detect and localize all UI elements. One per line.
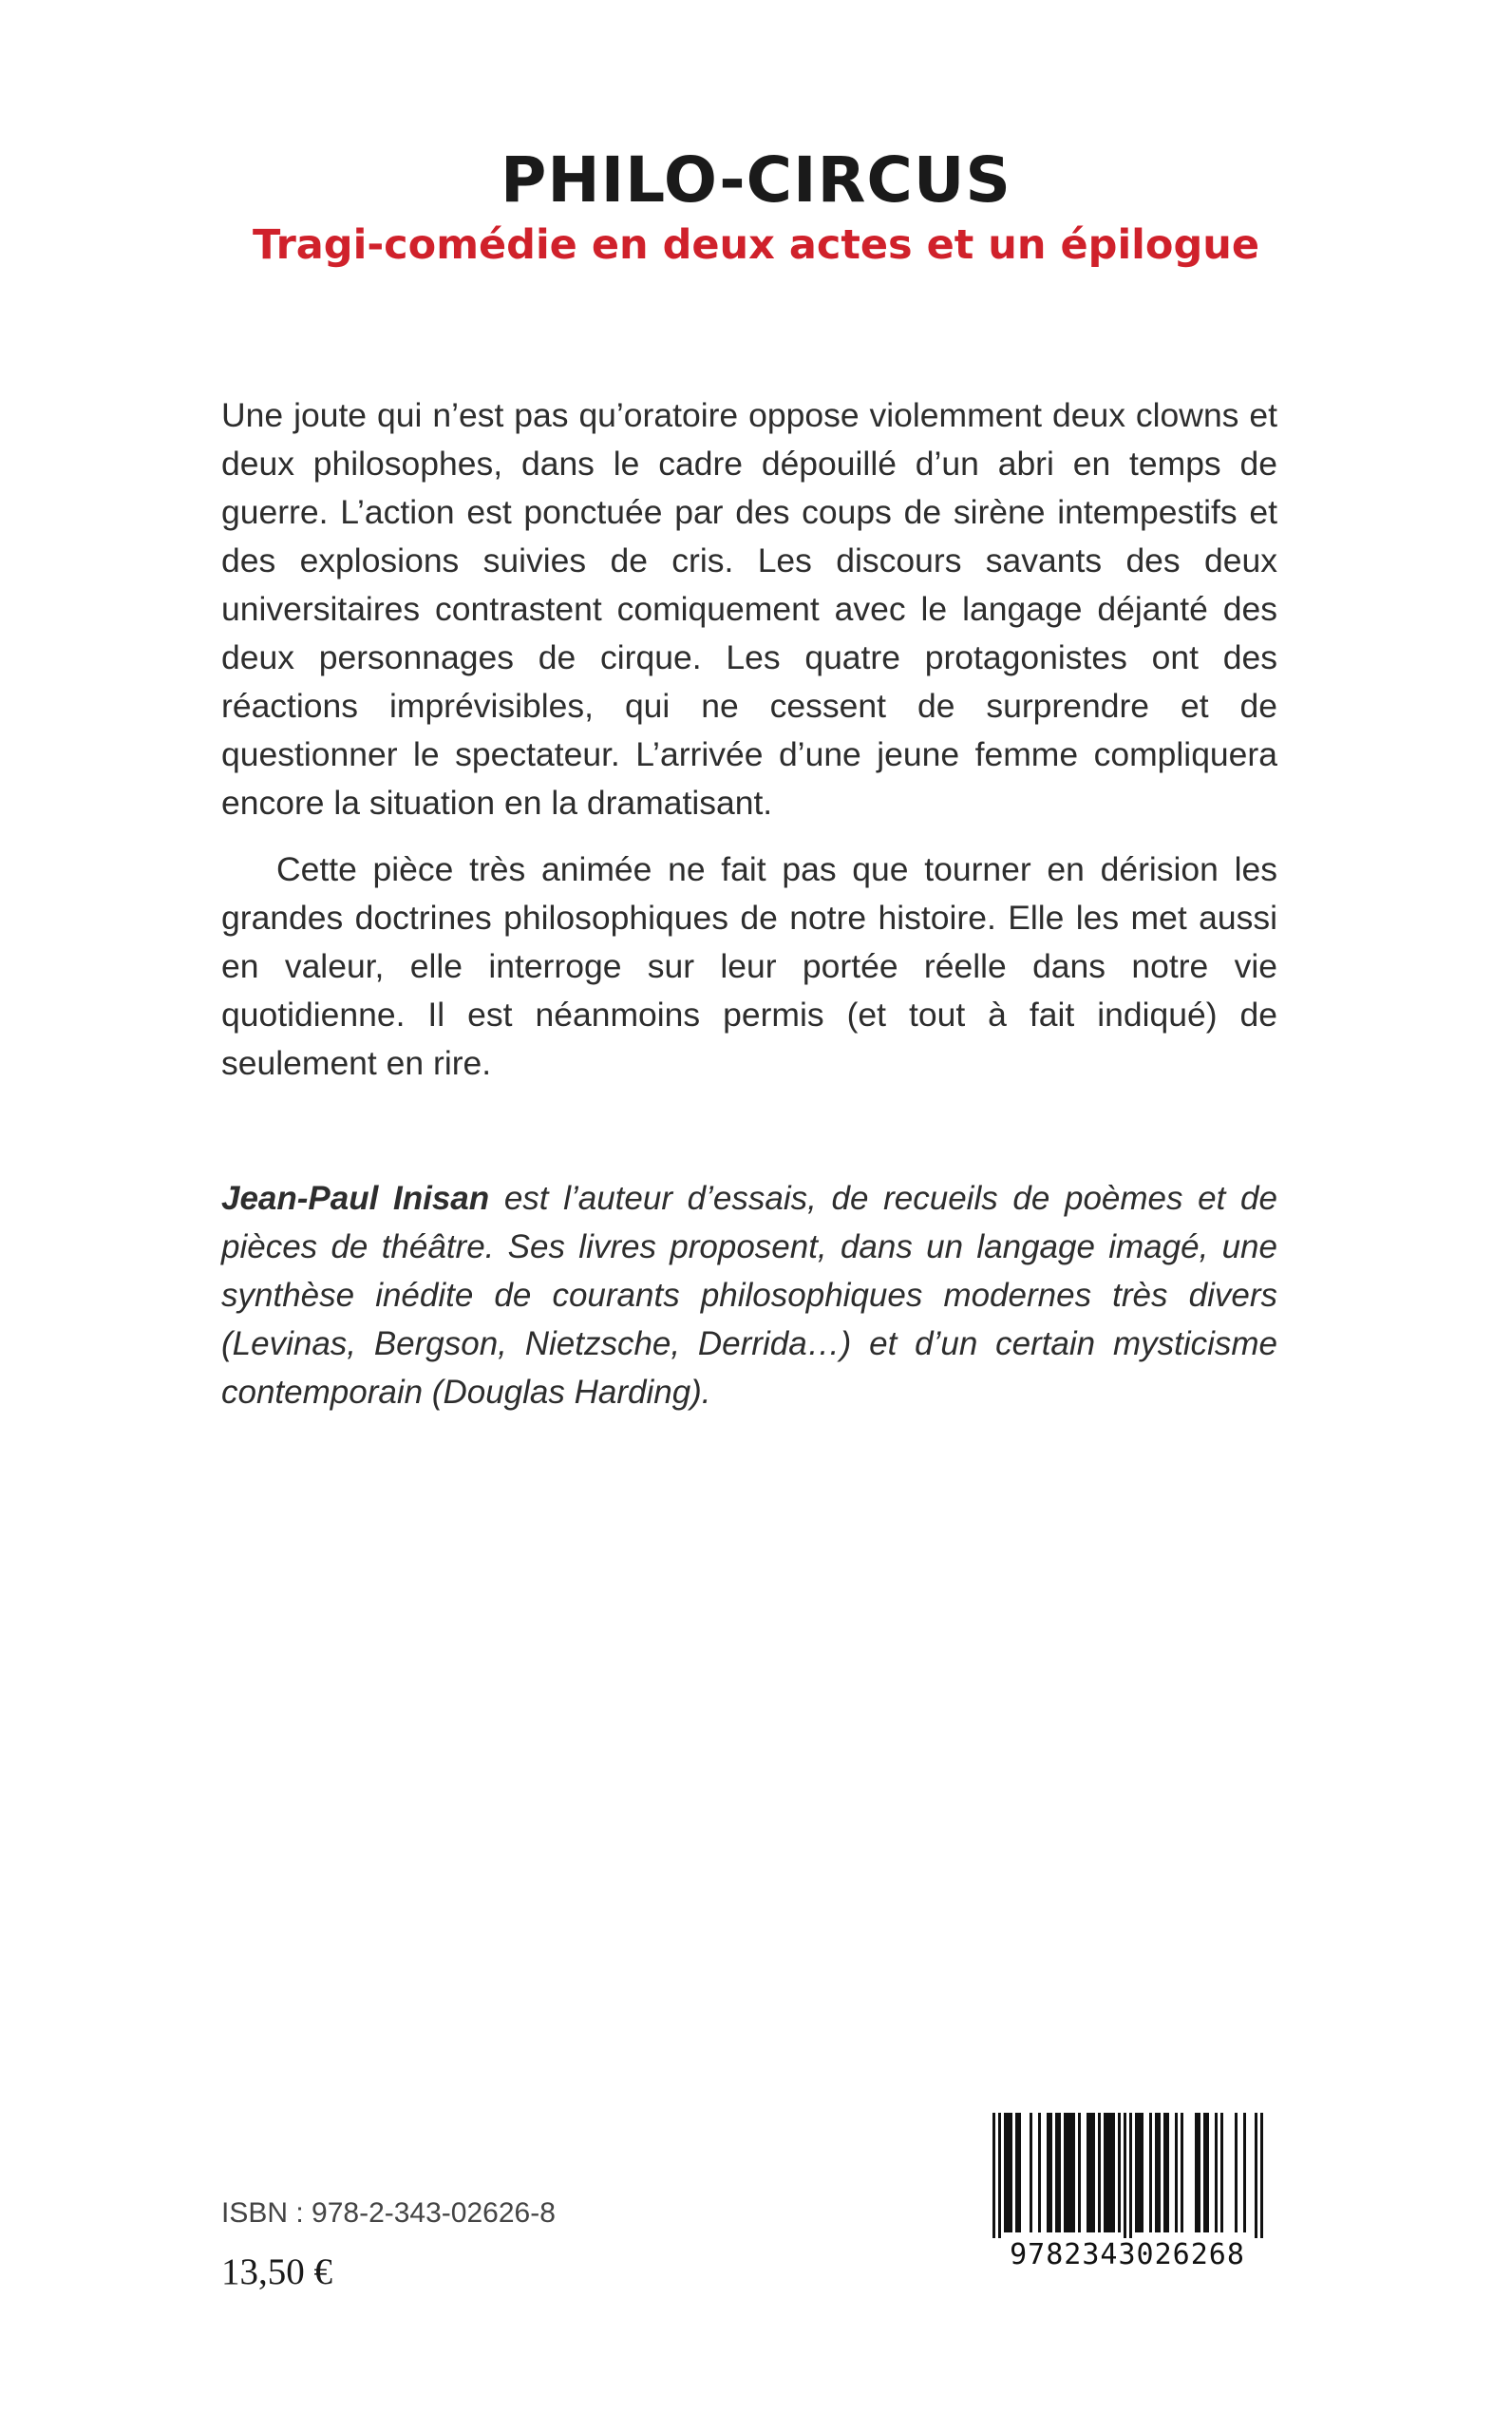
barcode-bar xyxy=(1069,2113,1072,2232)
barcode-bar xyxy=(1175,2113,1178,2232)
barcode-bar xyxy=(1038,2113,1041,2232)
barcode-bar xyxy=(1149,2113,1152,2232)
barcode-bar xyxy=(1135,2113,1138,2232)
barcode-bar xyxy=(1166,2113,1169,2232)
barcode-bar xyxy=(1158,2113,1161,2232)
barcode-bar xyxy=(1181,2113,1183,2232)
barcode-bar xyxy=(1049,2113,1052,2232)
barcode-bar xyxy=(1058,2113,1061,2232)
barcode-bar xyxy=(1106,2113,1109,2232)
barcode-bar xyxy=(1109,2113,1112,2232)
author-name: Jean-Paul Inisan xyxy=(221,1180,490,1217)
barcode-bar xyxy=(1010,2113,1012,2232)
barcode-bar xyxy=(1220,2113,1223,2232)
barcode-bar xyxy=(1104,2113,1106,2232)
barcode-digits: 9782343026268 xyxy=(976,2238,1278,2272)
barcode-bar xyxy=(1089,2113,1092,2232)
barcode-bar xyxy=(1198,2113,1200,2232)
barcode-bar xyxy=(1015,2113,1018,2232)
barcode-bar xyxy=(1155,2113,1158,2232)
barcode-bar xyxy=(1118,2113,1121,2232)
barcode-bar xyxy=(1138,2113,1141,2232)
barcode-bar xyxy=(1098,2113,1101,2232)
barcode-bar xyxy=(1087,2113,1089,2232)
barcode-bar xyxy=(1124,2113,1126,2238)
barcode-bar xyxy=(1112,2113,1115,2232)
barcode-bar xyxy=(1206,2113,1209,2232)
barcode-bar xyxy=(1004,2113,1007,2232)
barcode-bar xyxy=(1203,2113,1206,2232)
barcode-bar xyxy=(1215,2113,1218,2232)
barcode-bar xyxy=(1243,2113,1246,2232)
barcode-bar xyxy=(1047,2113,1049,2232)
barcode-bar xyxy=(1092,2113,1095,2232)
barcode-bar xyxy=(1129,2113,1132,2238)
author-bio-text: est l’auteur d’essais, de recueils de poèmes et de pièces de théâtre. Ses livres proposent, dans un langage imagé, une synthèse inédite de courants philosophiques modernes très divers (Levinas, Bergson, Nietzsche, Derrida…) et d’un certain mysticisme contemporain (Douglas Harding). xyxy=(221,1180,1277,1411)
barcode-bar xyxy=(1141,2113,1143,2232)
book-subtitle: Tragi-comédie en deux actes et un épilogue xyxy=(252,221,1260,269)
barcode-bar xyxy=(1255,2113,1257,2238)
barcode-bar xyxy=(1195,2113,1198,2232)
barcode-bar xyxy=(1064,2113,1067,2232)
barcode-bar xyxy=(1163,2113,1166,2232)
blurb-paragraph-1: Une joute qui n’est pas qu’oratoire oppose violemment deux clowns et deux philosophes, dans le cadre dépouillé d’un abri en temps de guerre. L’action est ponctuée par des coups de sirène intempestifs et des explosions suivies de cris. Les discours savants des deux universitaires contrastent comiquement avec le langage déjanté des deux personnages de cirque. Les quatre protagonistes ont des réactions imprévisibles, qui ne cessent de surprendre et de questionner le spectateur. L’arrivée d’une jeune femme compliquera encore la situation en la dramatisant. xyxy=(221,396,1277,822)
back-cover-blurb xyxy=(221,391,1277,1088)
blurb-paragraph-2: Cette pièce très animée ne fait pas que tourner en dérision les grandes doctrines philosophiques de notre histoire. Elle les met aussi en valeur, elle interroge sur leur portée réelle dans notre vie quotidienne. Il est néanmoins permis (et tout à fait indiqué) de seulement en rire. xyxy=(221,850,1277,1082)
barcode-bar xyxy=(998,2113,1001,2238)
barcode-bar xyxy=(1007,2113,1010,2232)
barcode-bar xyxy=(1067,2113,1069,2232)
barcode-bar xyxy=(1055,2113,1058,2232)
barcode-bar xyxy=(992,2113,995,2238)
barcode-bar xyxy=(1030,2113,1032,2232)
barcode-bar xyxy=(1018,2113,1021,2232)
barcode-bar xyxy=(1235,2113,1238,2232)
isbn-label: ISBN : 978-2-343-02626-8 xyxy=(221,2197,556,2229)
book-title: PHILO-CIRCUS xyxy=(501,143,1011,217)
barcode-bar xyxy=(1072,2113,1075,2232)
author-bio xyxy=(221,1174,1277,1416)
price-label: 13,50 € xyxy=(221,2251,332,2292)
barcode-bar xyxy=(1078,2113,1081,2232)
barcode-bars xyxy=(976,2113,1278,2238)
barcode-bar xyxy=(1260,2113,1263,2238)
